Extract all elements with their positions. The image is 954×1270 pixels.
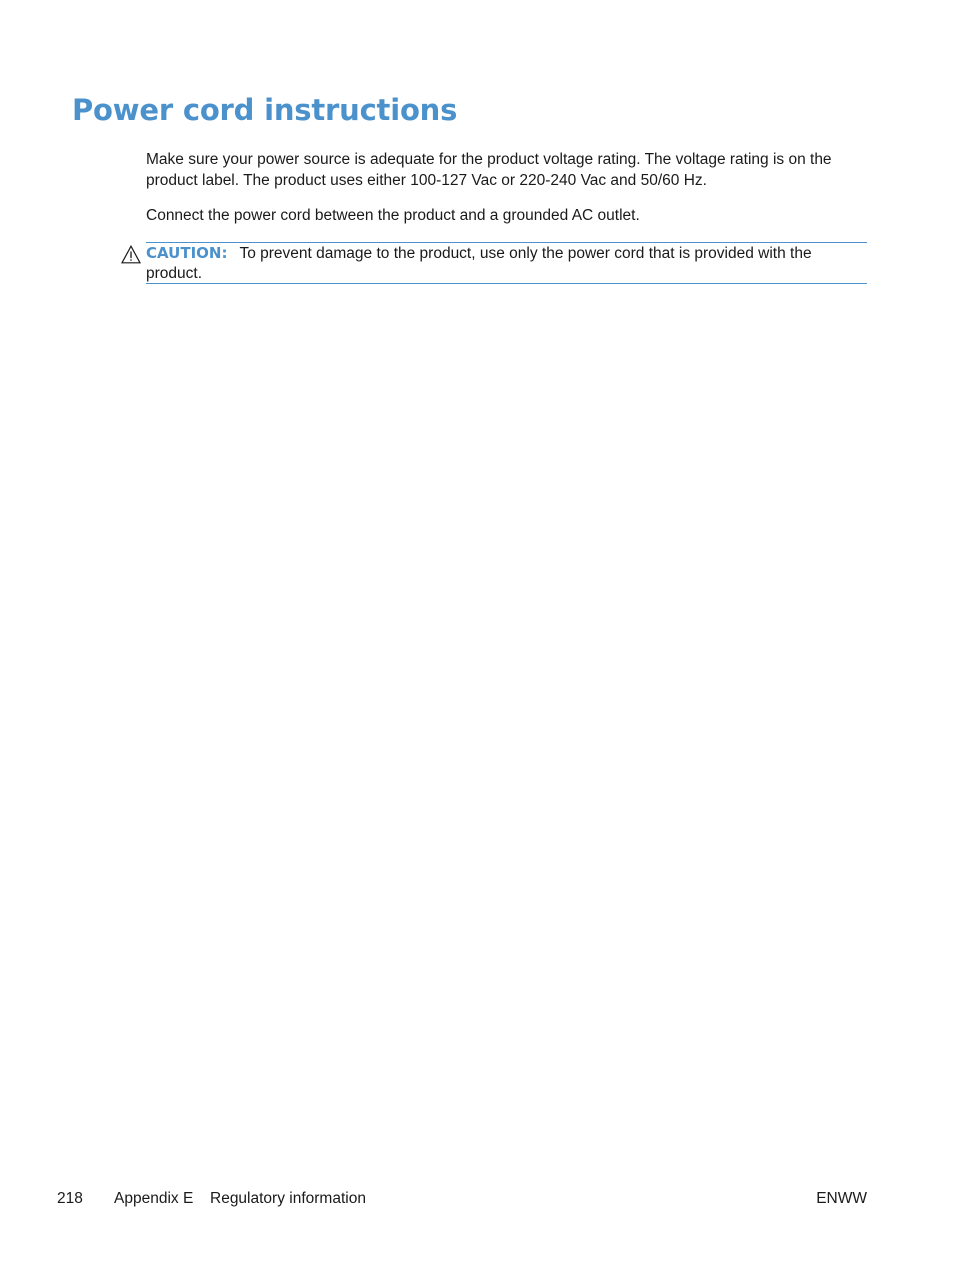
- caution-text-block: [146, 243, 846, 284]
- page-title: Power cord instructions: [72, 93, 458, 127]
- paragraph-connect: Connect the power cord between the product and a grounded AC outlet.: [146, 207, 640, 224]
- footer-section-title: Regulatory information: [210, 1190, 366, 1207]
- warning-triangle-icon: [121, 245, 141, 264]
- footer-appendix: Appendix E: [114, 1190, 194, 1207]
- caution-message: To prevent damage to the product, use only the power cord that is provided with the product.: [146, 245, 812, 282]
- caution-label: CAUTION:: [146, 244, 228, 262]
- paragraph-voltage: Make sure your power source is adequate for the product voltage rating. The voltage rating is on the product label. The product uses either 100-127 Vac or 220-240 Vac and 50/60 Hz.: [146, 151, 832, 189]
- caution-note: [146, 242, 867, 284]
- footer-locale: ENWW: [816, 1190, 867, 1207]
- footer-page-number: 218: [57, 1190, 83, 1207]
